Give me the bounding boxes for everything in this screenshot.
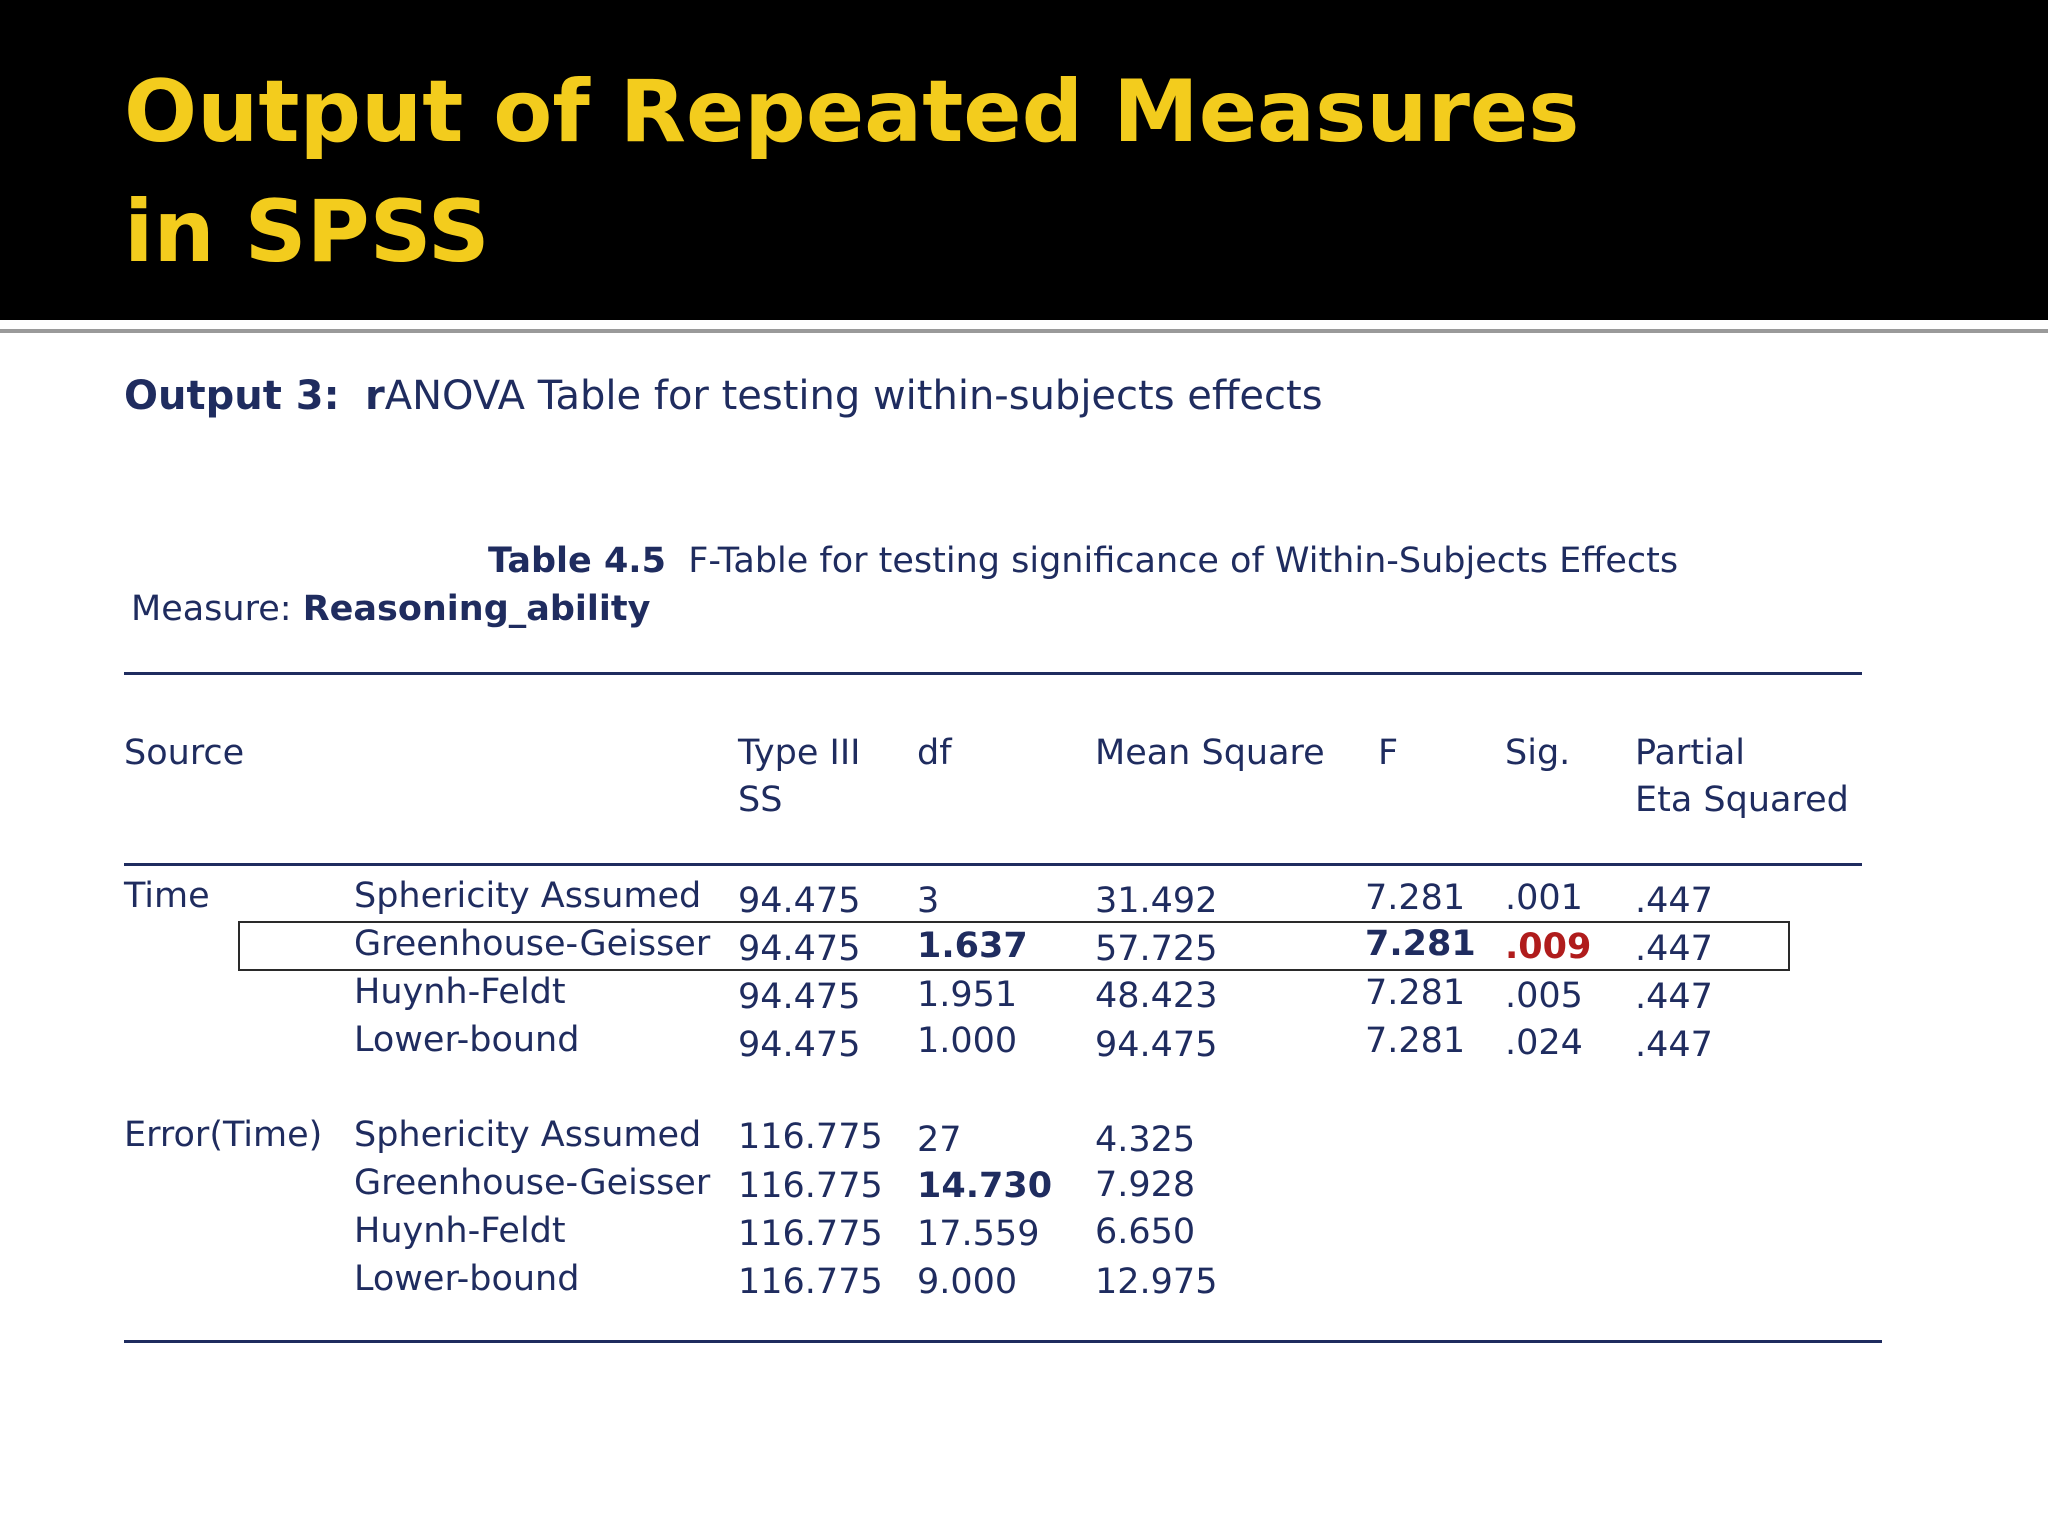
time-row-3-ms: 48.423 bbox=[1095, 976, 1218, 1016]
header-ss-line1: Type III bbox=[738, 733, 861, 773]
subtitle-text: ANOVA Table for testing within-subjects effects bbox=[384, 373, 1323, 419]
time-row-1-df: 3 bbox=[917, 881, 940, 921]
output-subtitle bbox=[124, 368, 1323, 424]
time-row-2-f: 7.281 bbox=[1365, 924, 1476, 964]
error-row-3-method: Huynh-Feldt bbox=[354, 1211, 566, 1251]
header-ss-line2: SS bbox=[738, 780, 783, 820]
slide-header bbox=[0, 0, 2048, 320]
error-row-1-df: 27 bbox=[917, 1120, 962, 1160]
time-row-2-ms: 57.725 bbox=[1095, 929, 1218, 969]
group-label-time: Time bbox=[124, 876, 210, 916]
subtitle-label: Output 3: bbox=[124, 373, 340, 419]
caption-label: Table 4.5 bbox=[488, 541, 666, 581]
time-row-2-df: 1.637 bbox=[917, 926, 1028, 966]
time-row-1-ms: 31.492 bbox=[1095, 881, 1218, 921]
time-row-4-method: Lower-bound bbox=[354, 1020, 580, 1060]
header-df: df bbox=[917, 733, 952, 773]
time-row-3-method: Huynh-Feldt bbox=[354, 972, 566, 1012]
time-row-1-f: 7.281 bbox=[1365, 878, 1466, 918]
time-row-1-sig: .001 bbox=[1505, 878, 1583, 918]
error-row-3-ms: 6.650 bbox=[1095, 1212, 1196, 1252]
measure-value: Reasoning_ability bbox=[302, 589, 651, 629]
header-divider bbox=[0, 329, 2048, 333]
slide-title bbox=[124, 52, 1924, 292]
error-row-2-df: 14.730 bbox=[917, 1166, 1053, 1206]
time-row-3-sig: .005 bbox=[1505, 976, 1583, 1016]
time-row-1-eta: .447 bbox=[1635, 881, 1713, 921]
time-row-4-eta: .447 bbox=[1635, 1025, 1713, 1065]
table-caption bbox=[488, 536, 1678, 586]
error-row-3-ss: 116.775 bbox=[738, 1214, 883, 1254]
time-row-3-ss: 94.475 bbox=[738, 977, 861, 1017]
table-header-rule bbox=[124, 863, 1862, 866]
subtitle-r: r bbox=[365, 373, 385, 419]
error-row-4-df: 9.000 bbox=[917, 1262, 1018, 1302]
error-row-4-ss: 116.775 bbox=[738, 1262, 883, 1302]
time-row-4-sig: .024 bbox=[1505, 1023, 1583, 1063]
time-row-1-ss: 94.475 bbox=[738, 881, 861, 921]
time-row-3-f: 7.281 bbox=[1365, 973, 1466, 1013]
time-row-3-df: 1.951 bbox=[917, 975, 1018, 1015]
error-row-4-method: Lower-bound bbox=[354, 1259, 580, 1299]
error-row-2-ss: 116.775 bbox=[738, 1166, 883, 1206]
header-sig: Sig. bbox=[1505, 733, 1571, 773]
time-row-4-ms: 94.475 bbox=[1095, 1025, 1218, 1065]
header-eta-line2: Eta Squared bbox=[1635, 780, 1849, 820]
measure-line bbox=[131, 584, 650, 634]
group-label-error: Error(Time) bbox=[124, 1115, 323, 1155]
header-source: Source bbox=[124, 733, 245, 773]
header-mean-square: Mean Square bbox=[1095, 733, 1325, 773]
slide-title-line1: Output of Repeated Measures bbox=[124, 62, 1580, 162]
time-row-2-sig-highlight: .009 bbox=[1505, 927, 1592, 967]
error-row-2-method: Greenhouse-Geisser bbox=[354, 1163, 711, 1203]
error-row-1-method: Sphericity Assumed bbox=[354, 1115, 702, 1155]
header-f: F bbox=[1378, 733, 1399, 773]
time-row-2-method: Greenhouse-Geisser bbox=[354, 924, 711, 964]
error-row-4-ms: 12.975 bbox=[1095, 1262, 1218, 1302]
error-row-1-ms: 4.325 bbox=[1095, 1120, 1196, 1160]
error-row-1-ss: 116.775 bbox=[738, 1117, 883, 1157]
time-row-2-eta: .447 bbox=[1635, 929, 1713, 969]
time-row-4-ss: 94.475 bbox=[738, 1025, 861, 1065]
caption-text: F-Table for testing significance of Within-Subjects Effects bbox=[688, 541, 1679, 581]
time-row-1-method: Sphericity Assumed bbox=[354, 876, 702, 916]
header-eta-line1: Partial bbox=[1635, 733, 1745, 773]
time-row-3-eta: .447 bbox=[1635, 977, 1713, 1017]
slide-title-line2: in SPSS bbox=[124, 182, 490, 282]
table-top-rule bbox=[124, 672, 1862, 675]
table-bottom-rule bbox=[124, 1340, 1882, 1343]
time-row-4-f: 7.281 bbox=[1365, 1021, 1466, 1061]
time-row-2-ss: 94.475 bbox=[738, 929, 861, 969]
error-row-2-ms: 7.928 bbox=[1095, 1165, 1196, 1205]
time-row-4-df: 1.000 bbox=[917, 1021, 1018, 1061]
error-row-3-df: 17.559 bbox=[917, 1214, 1040, 1254]
measure-label: Measure: bbox=[131, 589, 292, 629]
